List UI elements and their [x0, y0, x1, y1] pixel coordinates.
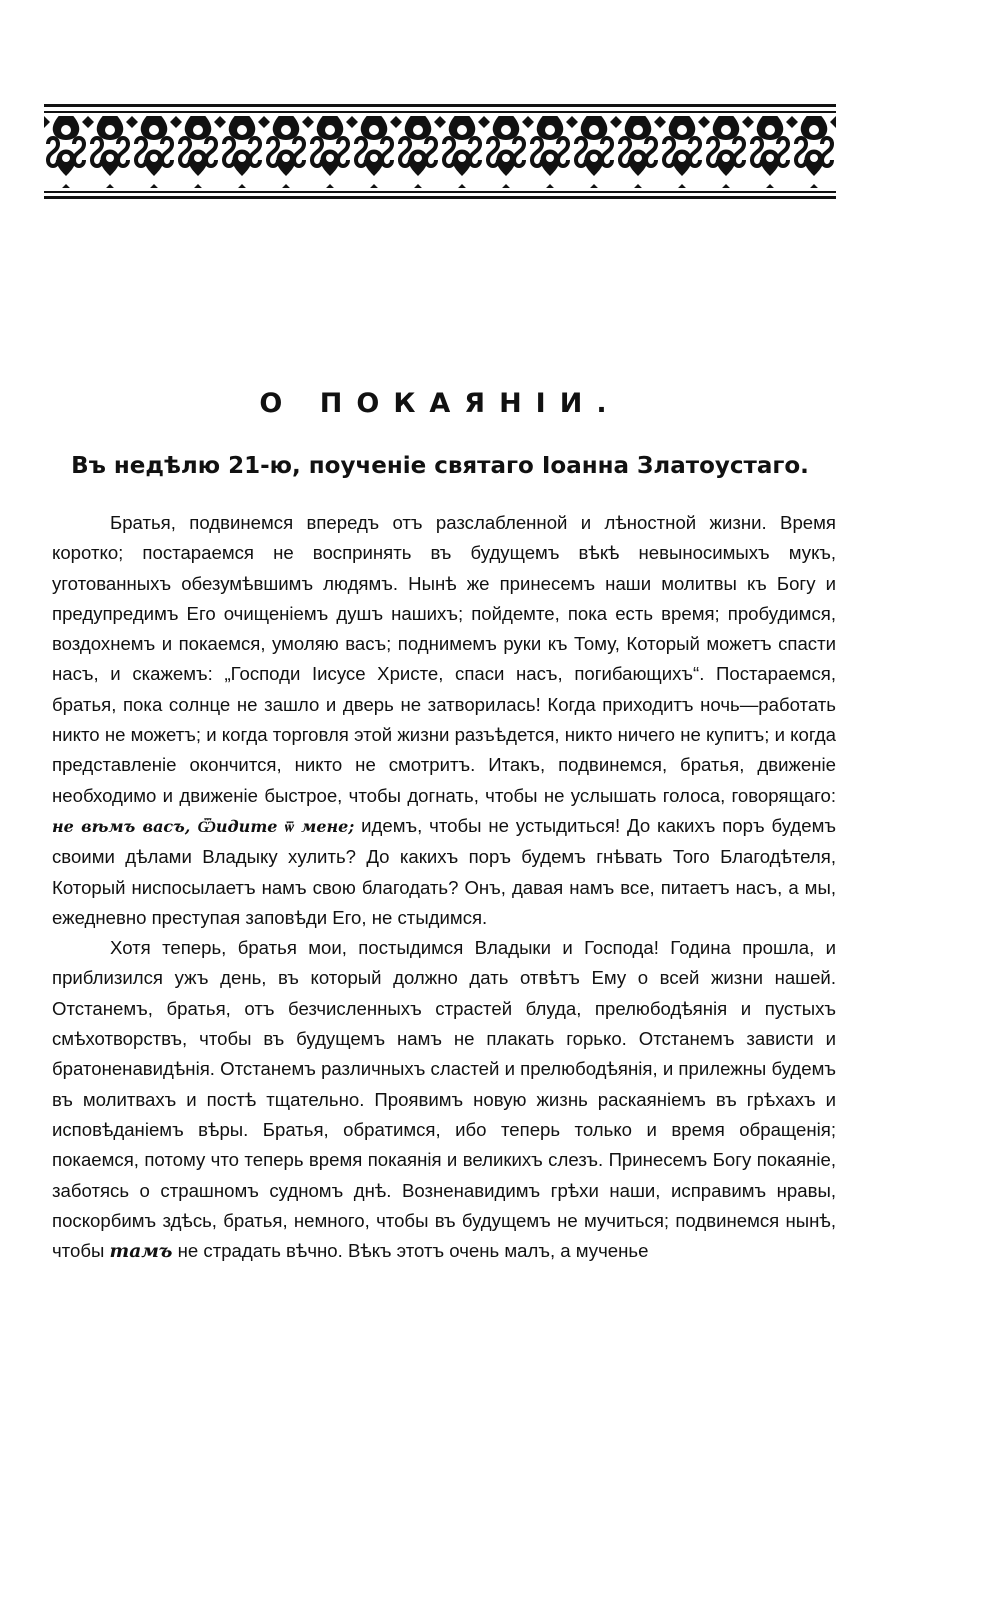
church-slavonic-quote: не вѣмъ васъ, Ѿидите ѿ мене; — [52, 816, 355, 836]
paragraph-2-text-a: Хотя теперь, братья мои, постыдимся Владыки и Господа! Година прошла, и приблизился ужъ день, въ который должно дать отвѣтъ Ему о всей жизни нашей. Отстанемъ, братья, отъ безчисленныхъ страстей блуда, прелюбодѣянія и пустыхъ смѣхотворствъ, чтобы въ будущемъ намъ не плакать горько. Отстанемъ зависти и братоненавидѣнія. Отстанемъ различныхъ сластей и прелюбодѣянія, и прилежны будемъ въ молитвахъ и постѣ тщательно. Проявимъ новую жизнь раскаяніемъ въ грѣхахъ и исповѣданіемъ вѣры. Братья, обратимся, ибо теперь только и время обращенія; покаемся, потому что теперь время покаянія и великихъ слезъ. Принесемъ Богу покаяніе, заботясь о страшномъ судномъ днѣ. Возненавидимъ грѣхи наши, исправимъ нравы, поскорбимъ здѣсь, братья, немного, чтобы въ будущемъ не мучиться; подвинемся нынѣ, чтобы — [52, 937, 836, 1262]
page-title: О ПОКАЯНІИ. — [259, 388, 621, 419]
paragraph-2-text-b: не страдать вѣчно. Вѣкъ этотъ очень малъ, а мученье — [177, 1240, 649, 1262]
page-subtitle: Въ недѣлю 21-ю, поученіе святаго Іоанна Златоустаго. — [71, 453, 809, 479]
paragraph-1 — [52, 508, 836, 933]
emphasized-word: тамъ — [109, 1241, 173, 1263]
sermon-body — [52, 508, 836, 1267]
paragraph-1-text-b: идемъ, чтобы не устыдиться! До какихъ поръ будемъ своими дѣлами Владыку хулить? До какихъ поръ будемъ гнѣвать Того Благодѣтеля, Который ниспосылаетъ намъ свою благодать? Онъ, давая намъ все, питаетъ насъ, а мы, ежедневно преступая заповѣди Его, не стыдимся. — [52, 814, 837, 928]
paragraph-1-text-a: Братья, подвинемся впередъ отъ разслабленной и лѣностной жизни. Время коротко; постараемся не воспринять въ будущемъ вѣкѣ невыносимыхъ мукъ, уготованныхъ обезумѣвшимъ людямъ. Нынѣ же принесемъ наши молитвы къ Богу и предупредимъ Его очищеніемъ душъ нашихъ; пойдемте, пока есть время; пробудимся, воздохнемъ и покаемся, умоляю васъ; поднимемъ руки къ Тому, Который можетъ спасти насъ, и скажемъ: „Господи Іисусе Христе, спаси насъ, погибающихъ“. Постараемся, братья, пока солнце не зашло и дверь не затворилась! Когда приходитъ ночь—работать никто не можетъ; и когда торговля этой жизни разъѣдется, никто ничего не купитъ; и когда представленіе окончится, никто не смотритъ. Итакъ, подвинемся, братья, движеніе необходимо и движеніе быстрое, чтобы догнать, чтобы не услышать голоса, говорящаго: — [52, 512, 836, 806]
ornamental-header-band — [44, 104, 836, 200]
paragraph-2 — [52, 933, 836, 1267]
